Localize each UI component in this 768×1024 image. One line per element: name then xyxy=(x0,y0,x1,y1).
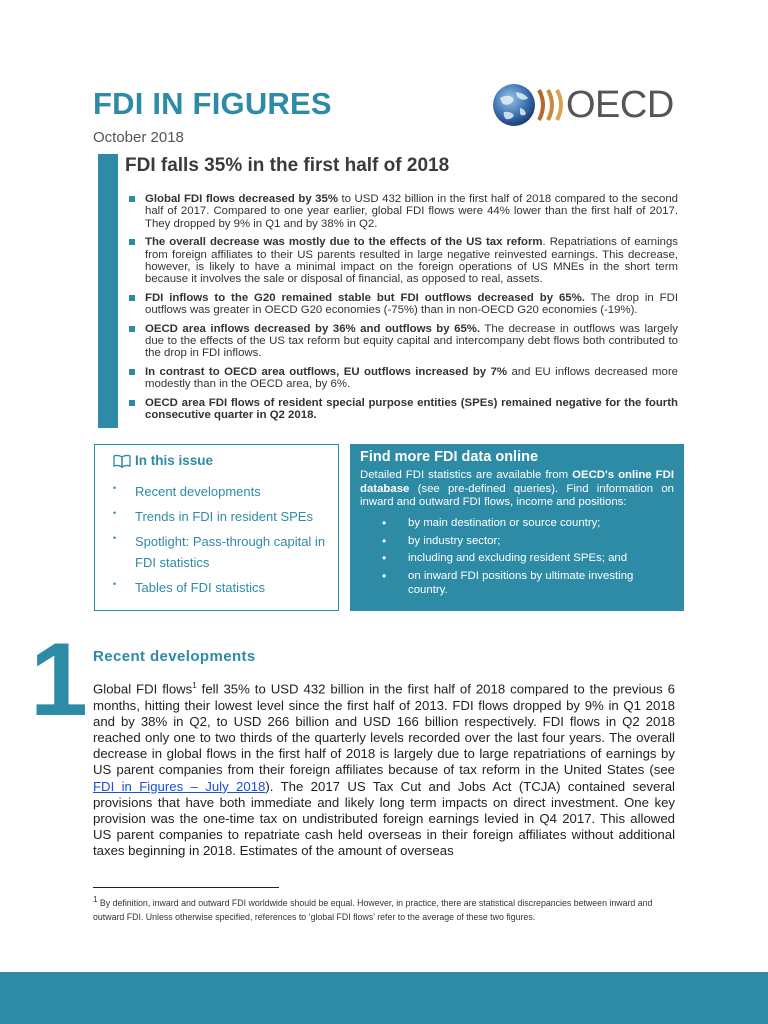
footer-band xyxy=(0,972,768,1024)
in-this-issue-box xyxy=(94,444,339,611)
issue-link-spes[interactable]: • Trends in FDI in resident SPEs xyxy=(113,506,333,527)
list-item: • including and excluding resident SPEs; and xyxy=(380,551,670,566)
list-item xyxy=(128,323,678,360)
logo-wordmark: OECD xyxy=(566,84,674,126)
list-item: • by main destination or source country; xyxy=(380,516,670,531)
list-item xyxy=(128,366,678,391)
highlight-bold: Global FDI flows decreased by 35% xyxy=(145,193,338,205)
highlight-bold: In contrast to OECD area outflows, EU outflows increased by 7% xyxy=(145,365,508,378)
find-more-box xyxy=(350,444,684,611)
highlight-accent-bar xyxy=(98,154,118,428)
find-more-heading: Find more FDI data online xyxy=(360,449,539,465)
in-this-issue-label: In this issue xyxy=(135,453,214,468)
highlight-text: and EU inflows decreased more modestly than in the OECD area, by 6%. xyxy=(145,365,678,391)
list-item xyxy=(128,236,678,286)
find-more-list xyxy=(380,516,670,601)
list-item: • on inward FDI positions by ultimate investing country. xyxy=(380,569,670,598)
paragraph-text: ). The 2017 US Tax Cut and Jobs Act (TCJA) contained several provisions that have both immediate and likely long term impacts on direct investment. One key provision was the one-time tax on undistributed foreign earnings levied in Q4 2017. This allowed US parent companies to repatriate cash held overseas in their foreign affiliates without additional taxes beginning in 2018. Estimates of the amount of overseas xyxy=(93,778,675,859)
issue-link-tables[interactable]: • Tables of FDI statistics xyxy=(113,577,333,598)
issue-link-recent-developments[interactable]: • Recent developments xyxy=(113,481,333,502)
list-item: • by industry sector; xyxy=(380,534,670,549)
footnote-divider xyxy=(93,887,279,888)
find-more-intro xyxy=(360,469,674,510)
highlight-bold: The overall decrease was mostly due to the effects of the US tax reform xyxy=(145,236,543,249)
section-number: 1 xyxy=(30,622,88,738)
list-item xyxy=(128,193,678,230)
paragraph-text: fell 35% to USD 432 billion in the first half of 2018 compared to the previous 6 months, hitting their lowest level since the first half of 2013. FDI flows dropped by 9% in Q1 2018 and by 38% in Q2, to USD 266 billion and USD 166 billion respectively. FDI flows in Q2 2018 reached only one to two thirds of the quarterly levels recorded over the last four years. The overall decrease in global flows in the first half of 2018 is largely due to large repatriations of earnings by US parent companies from their foreign affiliates because of tax reform in the United States (see xyxy=(93,681,675,778)
footnote-mark: 1 xyxy=(93,895,98,904)
footnote xyxy=(93,893,678,924)
highlight-bold: OECD area inflows decreased by 36% and outflows by 65%. xyxy=(145,322,481,335)
open-book-icon xyxy=(113,454,131,468)
section-paragraph xyxy=(93,678,675,860)
find-more-intro-text: (see pre-defined queries). Find information on inward and outward FDI flows, income and positions: xyxy=(360,482,674,509)
issue-link-spotlight[interactable]: • Spotlight: Pass-through capital in FDI statistics xyxy=(113,531,333,573)
list-item xyxy=(128,397,678,422)
highlight-text: . Repatriations of earnings from foreign affiliates to their US parents resulted in large negative reinvested earnings. This decrease, however, is likely to have a minimal impact on the foreign operations of US MNEs in the short term because it involves the sale or disposal of financial, as opposed to real, assets. xyxy=(145,236,678,286)
in-this-issue-heading xyxy=(113,453,213,468)
footnote-text: By definition, inward and outward FDI worldwide should be equal. However, in practice, there are statistical discrepancies between inward and outward FDI. Unless otherwise specified, references to ‘global FDI flows’ refer to the average of these two figures. xyxy=(93,897,653,922)
find-more-intro-text: Detailed FDI statistics are available from xyxy=(360,469,573,481)
database-link[interactable]: OECD's online FDI database xyxy=(360,469,674,495)
highlight-text: The drop in FDI outflows was greater in OECD G20 economies (-75%) than in non-OECD G20 economies (-19%). xyxy=(145,291,679,317)
highlights-title: FDI falls 35% in the first half of 2018 xyxy=(125,155,450,176)
issue-list xyxy=(113,481,333,602)
document-title: FDI IN FIGURES xyxy=(93,86,332,121)
highlights-list xyxy=(128,193,678,428)
fdi-july-2018-link[interactable]: FDI in Figures – July 2018 xyxy=(93,778,266,794)
section-title: Recent developments xyxy=(93,648,256,665)
publication-date: October 2018 xyxy=(93,129,184,146)
footnote-ref[interactable]: 1 xyxy=(192,681,197,690)
paragraph-text: Global FDI flows xyxy=(93,681,193,697)
highlight-bold: OECD area FDI flows of resident special purpose entities (SPEs) remained negative for the fourth consecutive quarter in Q2 2018. xyxy=(145,396,678,422)
highlight-text: The decrease in outflows was largely due to the effects of the US tax reform but equity capital and intercompany debt flows both contributed to the drop in FDI inflows. xyxy=(145,322,678,360)
highlight-text: to USD 432 billion in the first half of 2018 compared to the second half of 2017. Compared to one year earlier, global FDI flows were 44% lower than the first half of 2017. They dropped by 9% in Q1 and by 38% in Q2. xyxy=(145,193,678,230)
list-item xyxy=(128,292,678,317)
highlight-bold: FDI inflows to the G20 remained stable but FDI outflows decreased by 65%. xyxy=(145,291,585,304)
